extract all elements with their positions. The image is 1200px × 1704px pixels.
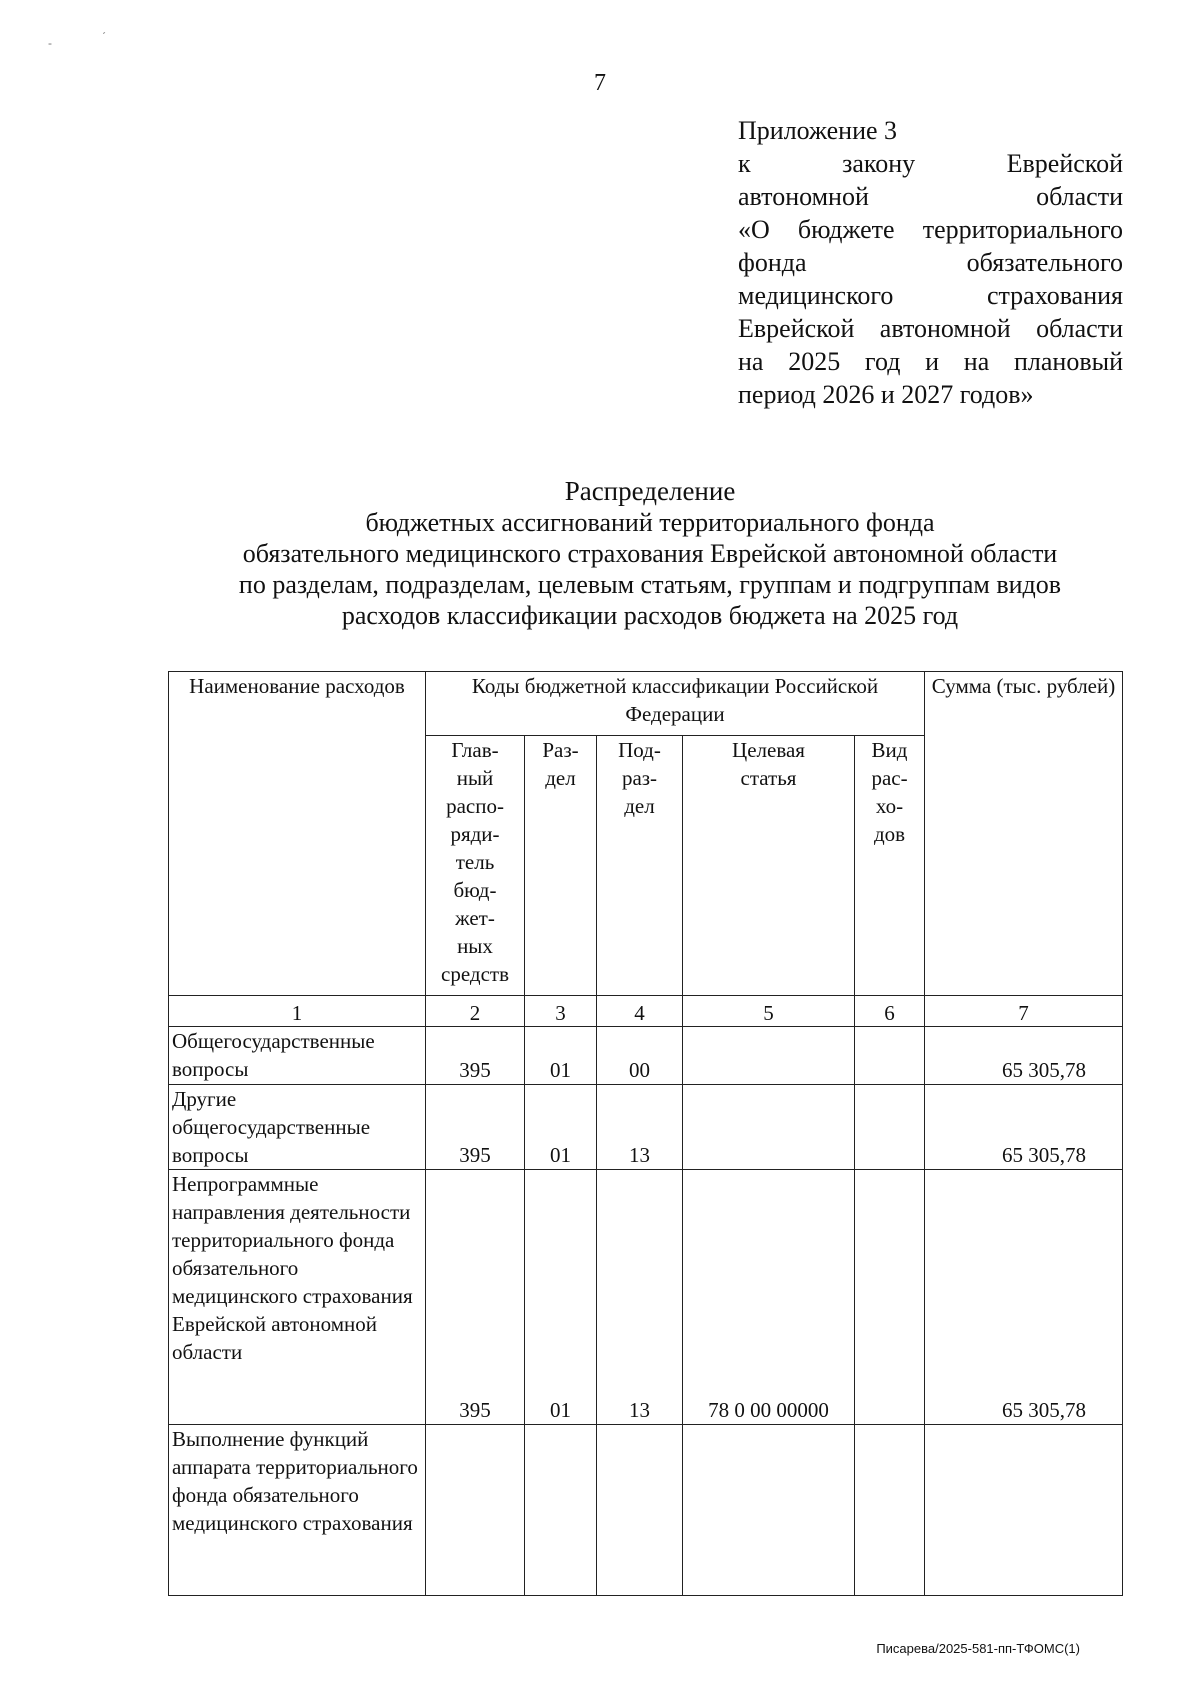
budget-table — [168, 671, 1123, 1596]
header-expense-kind — [855, 736, 925, 996]
appendix-line: период 2026 и 2027 годов» — [738, 380, 1034, 409]
row-sum — [925, 1424, 1123, 1595]
header-word: ряди- — [450, 822, 500, 847]
row-subsection-code: 00 — [597, 1027, 683, 1084]
appendix-line: Приложение 3 — [738, 116, 898, 145]
page-number: 7 — [594, 70, 606, 96]
column-number: 2 — [426, 996, 525, 1027]
document-title — [130, 476, 1170, 631]
table-row — [169, 1170, 1123, 1425]
row-section-code: 01 — [525, 1027, 597, 1084]
appendix-line: Еврейской автономной области — [738, 314, 1123, 343]
row-name: Непрограммные направления деятельности территориального фонда обязательного медицинского страхования Еврейской автономной области — [169, 1170, 426, 1425]
header-word: статья — [740, 766, 797, 791]
row-sum: 65 305,78 — [925, 1027, 1123, 1084]
row-target-code — [683, 1027, 855, 1084]
row-subsection-code — [597, 1424, 683, 1595]
appendix-line: к закону Еврейской — [738, 149, 1123, 178]
row-target-code — [683, 1424, 855, 1595]
header-word: хо- — [875, 794, 904, 819]
table-row — [169, 1084, 1123, 1170]
row-target-code — [683, 1084, 855, 1170]
row-section-code: 01 — [525, 1084, 597, 1170]
row-section-code — [525, 1424, 597, 1595]
row-kind-code — [855, 1084, 925, 1170]
header-sum: Сумма (тыс. рублей) — [925, 672, 1123, 996]
document-reference-code: Писарева/2025-581-пп-ТФОМС(1) — [876, 1641, 1080, 1656]
header-word: Целевая — [732, 738, 805, 763]
appendix-line: медицинского страхования — [738, 281, 1123, 310]
row-section-code: 01 — [525, 1170, 597, 1425]
title-line: расходов классификации расходов бюджета на 2025 год — [341, 601, 959, 630]
header-codes: Коды бюджетной классификации Российской Федерации — [426, 672, 925, 736]
header-word: ных — [457, 934, 493, 959]
header-word: распо- — [446, 794, 504, 819]
header-word: Под- — [618, 738, 661, 763]
row-sum: 65 305,78 — [925, 1170, 1123, 1425]
scan-mark: - — [48, 36, 52, 50]
table-row — [169, 1424, 1123, 1595]
column-number: 3 — [525, 996, 597, 1027]
row-chief-code: 395 — [426, 1170, 525, 1425]
title-line: по разделам, подразделам, целевым статьям, группам и подгруппам видов — [238, 570, 1062, 599]
appendix-line: «О бюджете территориального — [738, 215, 1123, 244]
row-name: Общегосударственные вопросы — [169, 1027, 426, 1084]
header-word: дел — [624, 794, 655, 819]
row-name: Другие общегосударственные вопросы — [169, 1084, 426, 1170]
title-line: бюджетных ассигнований территориального фонда — [365, 508, 935, 537]
row-name: Выполнение функций аппарата территориального фонда обязательного медицинского страхования — [169, 1424, 426, 1595]
header-word: жет- — [455, 906, 495, 931]
row-chief-code: 395 — [426, 1084, 525, 1170]
header-name: Наименование расходов — [169, 672, 426, 996]
title-line: обязательного медицинского страхования Еврейской автономной области — [242, 539, 1058, 568]
header-word: Вид — [871, 738, 908, 763]
title-line: Распределение — [564, 476, 736, 506]
header-word: дел — [545, 766, 576, 791]
row-chief-code: 395 — [426, 1027, 525, 1084]
header-word: дов — [873, 822, 906, 847]
header-word: Раз- — [542, 738, 579, 763]
header-word: тель — [455, 850, 495, 875]
table-row — [169, 1027, 1123, 1084]
column-number: 7 — [925, 996, 1123, 1027]
scan-mark: ˊ — [102, 30, 106, 44]
row-subsection-code: 13 — [597, 1084, 683, 1170]
appendix-line: автономной области — [738, 182, 1123, 211]
row-subsection-code: 13 — [597, 1170, 683, 1425]
header-word: бюд- — [453, 878, 497, 903]
header-chief-administrator — [426, 736, 525, 996]
appendix-block — [738, 114, 1123, 411]
row-chief-code — [426, 1424, 525, 1595]
column-number: 1 — [169, 996, 426, 1027]
row-target-code: 78 0 00 00000 — [683, 1170, 855, 1425]
column-number: 6 — [855, 996, 925, 1027]
header-subsection — [597, 736, 683, 996]
column-number: 5 — [683, 996, 855, 1027]
header-word: ный — [456, 766, 494, 791]
header-target-article — [683, 736, 855, 996]
column-number: 4 — [597, 996, 683, 1027]
row-kind-code — [855, 1027, 925, 1084]
row-kind-code — [855, 1424, 925, 1595]
header-word: Глав- — [451, 738, 499, 763]
row-sum: 65 305,78 — [925, 1084, 1123, 1170]
header-word: средств — [441, 962, 509, 987]
header-word: рас- — [871, 766, 908, 791]
header-word: раз- — [621, 766, 658, 791]
appendix-line: на 2025 год и на плановый — [738, 347, 1123, 376]
header-section — [525, 736, 597, 996]
row-kind-code — [855, 1170, 925, 1425]
appendix-line: фонда обязательного — [738, 248, 1123, 277]
column-number-row — [169, 996, 1123, 1027]
